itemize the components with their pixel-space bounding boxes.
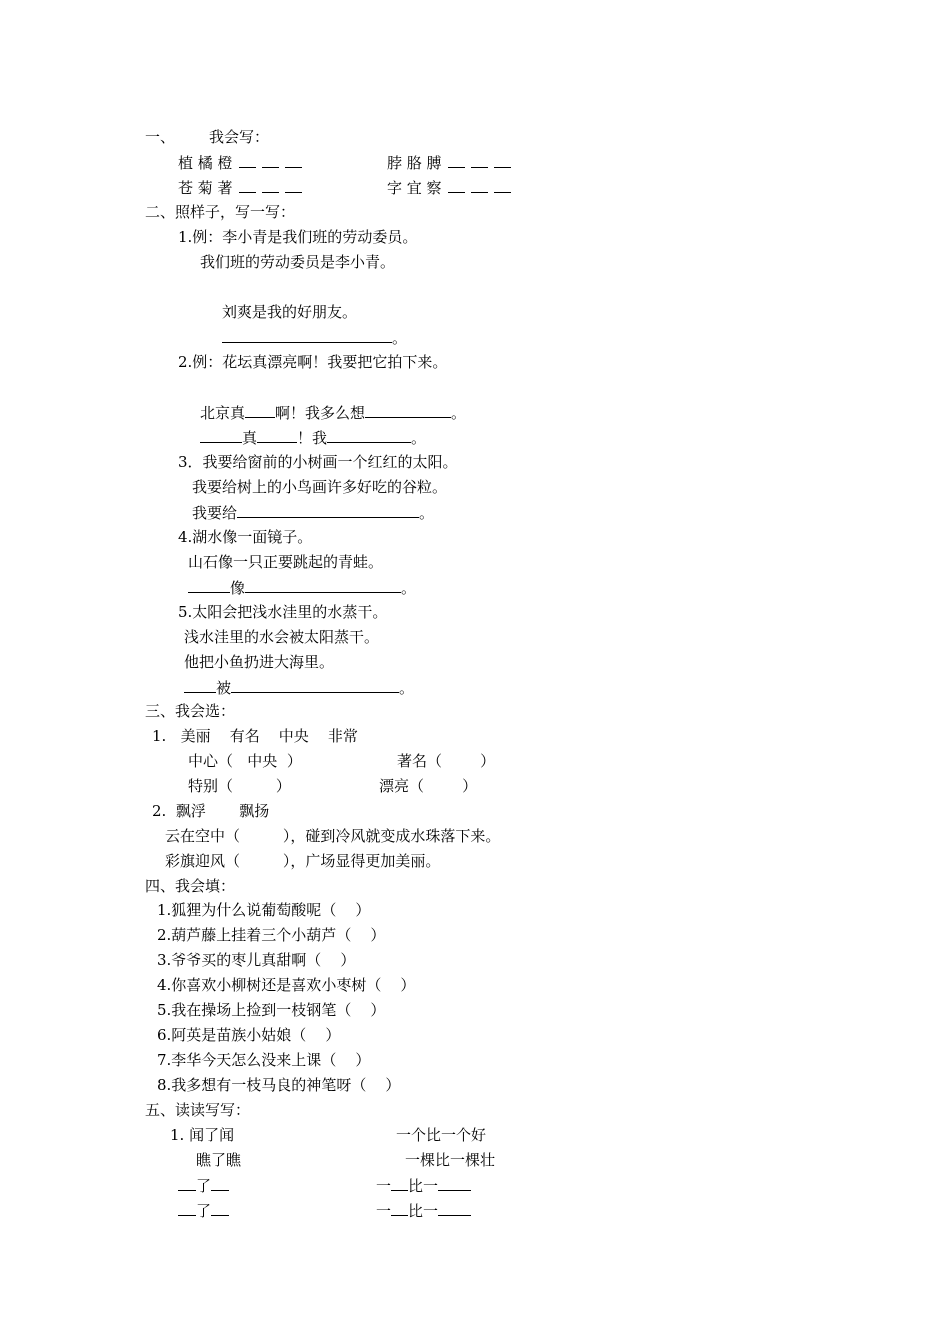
blank[interactable] — [285, 177, 302, 193]
blank[interactable] — [494, 152, 511, 168]
s3-q2-words: 2. 飘浮 飘扬 — [152, 802, 270, 820]
s2-ex3-fill: 我要给 。 — [192, 504, 435, 522]
s3-q2-b: 彩旗迎风（ ），广场显得更加美丽。 — [165, 852, 441, 870]
s2-ex5-answer: 浅水洼里的水会被太阳蒸干。 — [184, 628, 380, 646]
s3-q1-d: 漂亮（ ） — [379, 777, 478, 795]
s3-q1-b: 著名（ ） — [397, 752, 496, 770]
blank[interactable] — [211, 1175, 229, 1191]
s2-ex5-task: 他把小鱼扔进大海里。 — [184, 653, 335, 671]
section-2-heading: 二、照样子，写一写： — [145, 203, 296, 221]
blank[interactable] — [391, 1175, 408, 1191]
s4-item: 7.李华今天怎么没来上课（ ） — [157, 1051, 371, 1069]
s3-q1-words: 1. 美丽 有名 中央 非常 — [152, 727, 358, 745]
blank[interactable] — [245, 577, 401, 593]
blank[interactable] — [211, 1200, 229, 1216]
s5-a1: 1. 闻了闻 — [170, 1126, 235, 1144]
section-1-title: 我会写： — [209, 128, 270, 146]
section-1-number: 一、 — [145, 128, 176, 146]
blank[interactable] — [184, 677, 216, 693]
s1-row2-right: 字 宜 察 — [387, 177, 511, 198]
blank[interactable] — [327, 427, 411, 443]
blank[interactable] — [237, 502, 419, 518]
blank[interactable] — [365, 402, 451, 418]
blank[interactable] — [188, 577, 230, 593]
blank[interactable] — [448, 152, 465, 168]
blank[interactable] — [285, 152, 302, 168]
s2-ex4-answer: 山石像一只正要跳起的青蛙。 — [188, 553, 384, 571]
s2-ex1-answer: 我们班的劳动委员是李小青。 — [200, 253, 396, 271]
blank[interactable] — [438, 1175, 471, 1191]
s3-q2-a: 云在空中（ ），碰到冷风就变成水珠落下来。 — [165, 827, 501, 845]
s2-ex2-line2: 真 ！我 。 — [200, 427, 426, 448]
s2-ex4-example: 4.湖水像一面镜子。 — [178, 528, 313, 546]
blank[interactable] — [471, 152, 488, 168]
blank[interactable] — [438, 1200, 471, 1216]
blank[interactable] — [222, 327, 392, 343]
blank[interactable] — [178, 1200, 196, 1216]
blank[interactable] — [200, 427, 242, 443]
blank[interactable] — [448, 177, 465, 193]
blank[interactable] — [391, 1200, 408, 1216]
blank[interactable] — [178, 1175, 196, 1191]
s4-item: 6.阿英是苗族小姑娘（ ） — [157, 1026, 341, 1044]
s1-row1-left: 植 橘 橙 — [178, 152, 302, 173]
s2-ex2-line1: 北京真 啊！我多么想 。 — [200, 404, 467, 422]
s5-a-fill-2: 了 — [178, 1200, 229, 1221]
section-5-heading: 五、读读写写： — [145, 1101, 251, 1119]
s4-item: 2.葫芦藤上挂着三个小葫芦（ ） — [157, 926, 386, 944]
s5-b-fill-2: 一 比一 — [376, 1200, 471, 1221]
s3-q1-c: 特别（ ） — [188, 777, 291, 795]
s4-item: 4.你喜欢小柳树还是喜欢小枣树（ ） — [157, 976, 416, 994]
s2-ex1-fill: 。 — [222, 327, 407, 348]
s4-item: 5.我在操场上捡到一枝钢笔（ ） — [157, 1001, 386, 1019]
blank[interactable] — [231, 677, 399, 693]
s5-b2: 一棵比一棵壮 — [405, 1151, 496, 1169]
s2-ex5-example: 5.太阳会把浅水洼里的水蒸干。 — [178, 603, 388, 621]
blank[interactable] — [262, 152, 279, 168]
section-1-heading — [145, 127, 269, 147]
s1-row1-right: 脖 胳 膊 — [387, 152, 511, 173]
s2-ex1-task: 刘爽是我的好朋友。 — [222, 303, 358, 321]
s2-ex3-example: 3．我要给窗前的小树画一个红红的太阳。 — [178, 453, 458, 471]
s1-row2-left: 苍 菊 著 — [178, 177, 302, 198]
s2-ex1-example: 1.例：李小青是我们班的劳动委员。 — [178, 228, 418, 246]
s5-a-fill-1: 了 — [178, 1175, 229, 1196]
s2-ex5-fill: 被 。 — [184, 677, 414, 698]
section-3-heading: 三、我会选： — [145, 702, 236, 720]
s4-item: 8.我多想有一枝马良的神笔呀（ ） — [157, 1076, 401, 1094]
s5-b1: 一个比一个好 — [396, 1126, 487, 1144]
blank[interactable] — [239, 152, 256, 168]
blank[interactable] — [494, 177, 511, 193]
blank[interactable] — [239, 177, 256, 193]
s5-b-fill-1: 一 比一 — [376, 1175, 471, 1196]
s2-ex2-example: 2.例：花坛真漂亮啊！我要把它拍下来。 — [178, 353, 448, 371]
s2-ex3-answer: 我要给树上的小鸟画许多好吃的谷粒。 — [192, 478, 448, 496]
s5-a2: 瞧了瞧 — [196, 1151, 242, 1169]
s2-ex4-fill: 像 。 — [188, 577, 416, 598]
s4-item: 1.狐狸为什么说葡萄酸呢（ ） — [157, 901, 371, 919]
blank[interactable] — [262, 177, 279, 193]
s3-q1-a: 中心（ 中央 ） — [188, 752, 302, 770]
section-4-heading: 四、我会填： — [145, 877, 236, 895]
blank[interactable] — [471, 177, 488, 193]
blank[interactable] — [257, 427, 297, 443]
blank[interactable] — [245, 402, 275, 418]
s4-item: 3.爷爷买的枣儿真甜啊（ ） — [157, 951, 356, 969]
